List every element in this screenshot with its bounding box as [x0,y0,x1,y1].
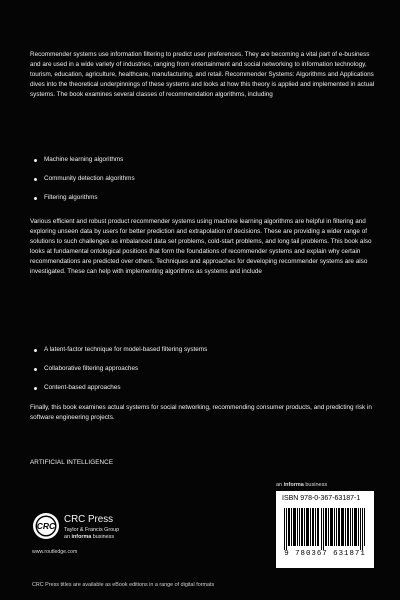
list-item: Content-based approaches [34,383,374,402]
isbn-barcode [276,491,374,568]
list-item: Filtering algorithms [34,193,374,212]
subject-category: ARTIFICIAL INTELLIGENCE [30,459,114,466]
bullet-icon [34,387,37,390]
bullet-icon [34,197,37,200]
publisher-group: Taylor & Francis Group an informa business [64,527,120,540]
publisher-url: www.routledge.com [32,549,78,555]
isbn-text: ISBN 978-0-367-63187-1 [282,495,361,502]
intro-paragraph: Recommender systems use information filtering to predict user preferences. They are becoming a vital part of e-business and are used in a wide variety of industries, ranging from entertainment and social networking to information technology, tourism, education, agriculture, healthcare, manufacturing, and retail. Recommender Systems: Algorithms and Applications dives into the theoretical underpinnings of these systems and looks at how this theory is applied and implemented in actual systems. The book examines several classes of recommendation algorithms, including [30,51,375,98]
informa-business-note: an informa business [276,482,328,488]
barcode-number: 9 780367 631871 [284,550,366,558]
bullet-icon [34,178,37,181]
bullet-icon [34,368,37,371]
list-item: Collaborative filtering approaches [34,364,374,383]
list-item: A latent-factor technique for model-based filtering systems [34,345,374,364]
logo-text: CRC [36,521,56,531]
crc-press-logo [32,512,60,540]
list-item: Machine learning algorithms [34,155,374,174]
barcode-icon [284,508,366,550]
publisher-name: CRC Press [64,514,113,525]
bullet-icon [34,159,37,162]
bullet-icon [34,349,37,352]
closing-paragraph: Finally, this book examines actual systems for social networking, recommending consumer products, and predicting risk in software engineering projects. [30,404,372,421]
middle-paragraph: Various efficient and robust product recommender systems using machine learning algorithms are helpful in filtering and exploring unseen data by users for better prediction and extrapolation of decisions. These are providing a wider range of solutions to such challenges as imbalanced data set problems, cold-start problems, and long tail problems. This book also looks at fundamental ontological positions that form the foundations of recommender systems and explain why certain recommendations are predicted over others. Techniques and approaches for developing recommender systems are also investigated. These can help with implementing algorithms as systems and include [30,218,372,275]
algorithm-list [34,155,374,212]
approach-list [34,345,374,402]
list-item: Community detection algorithms [34,174,374,193]
ebook-note: CRC Press titles are available as eBook editions in a range of digital formats [32,582,215,588]
